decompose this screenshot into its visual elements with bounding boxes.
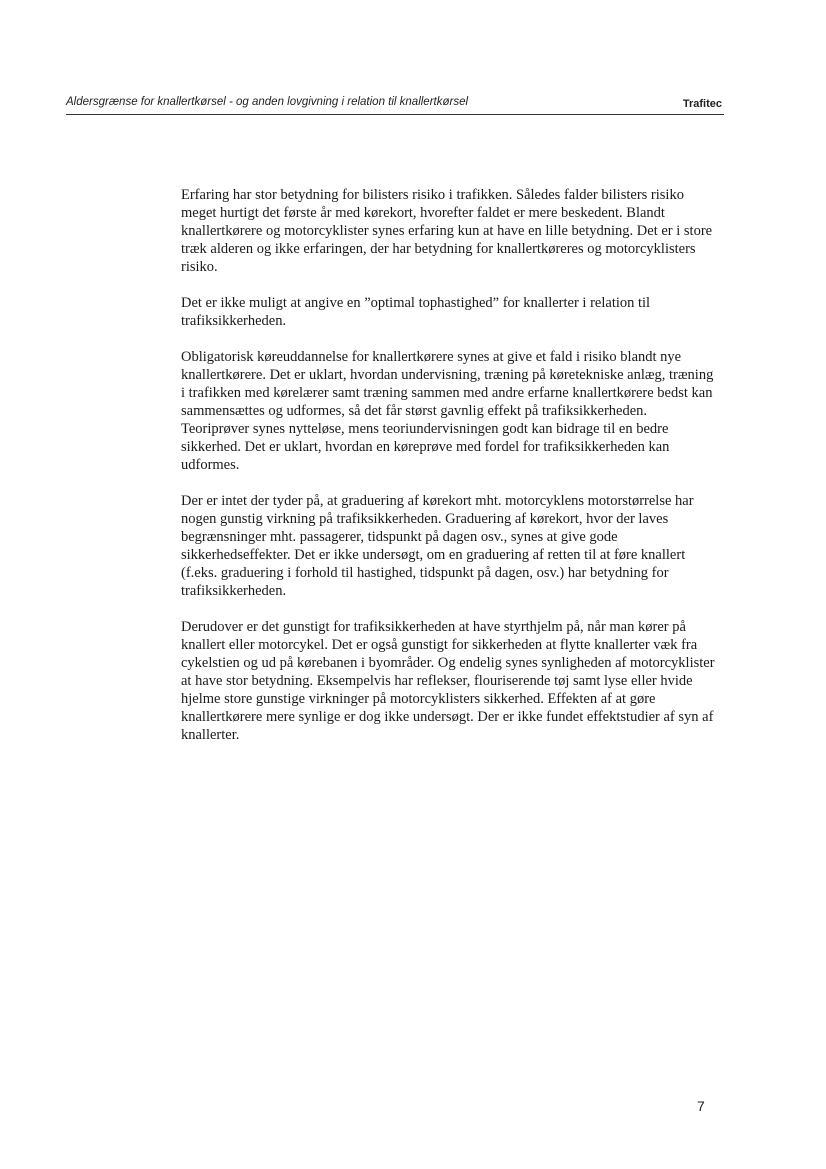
paragraph-driver-education: Obligatorisk køreuddannelse for knallertkørere synes at give et fald i risiko blandt nye knallertkørere. Det er uklart, hvordan undervisning, træning på køretekniske anlæg, træning i trafikken med kørelærer samt træning sammen med andre erfarne knallertkørere bedst kan sammensættes og udformes, så det får størst gavnlig effekt på trafiksikkerheden. Teoriprøver synes nytteløse, mens teoriundervisningen godt kan bidrage til en bedre sikkerhed. Det er uklart, hvordan en køreprøve med fordel for trafiksikkerheden kan udformes. (181, 349, 714, 473)
paragraph-helmet-visibility: Derudover er det gunstigt for trafiksikkerheden at have styrthjelm på, når man kører på knallert eller motorcykel. Det er også gunstigt for sikkerheden at flytte knallerter væk fra cykelstien og ud på kørebanen i byområder. Og endelig synes synligheden af motorcyklister at have stor betydning. Eksempelvis har reflekser, flouriserende tøj samt lyse eller hvide hjelme store gunstige virkninger på motorcyklisters sikkerhed. Effekten af at gøre knallertkørere mere synlige er dog ikke undersøgt. Der er ikke fundet effektstudier af syn af knallerter. (181, 619, 715, 743)
running-header (66, 94, 724, 115)
header-brand: Trafitec (682, 98, 722, 110)
paragraph-graduated-license: Der er intet der tyder på, at graduering af kørekort mht. motorcyklens motorstørrelse har nogen gunstig virkning på trafiksikkerheden. Graduering af kørekort, hvor der laves begrænsninger mht. passagerer, tidspunkt på dagen osv., synes at give gode sikkerhedseffekter. Det er ikke undersøgt, om en graduering af retten til at føre knallert (f.eks. graduering i forhold til hastighed, tidspunkt på dagen, osv.) har betydning for trafiksikkerheden. (181, 493, 694, 599)
header-title: Aldersgrænse for knallertkørsel - og anden lovgivning i relation til knallertkørsel (66, 96, 469, 108)
paragraph-experience: Erfaring har stor betydning for bilisters risiko i trafikken. Således falder bilisters risiko meget hurtigt det første år med kørekort, hvorefter faldet er mere beskedent. Blandt knallertkørere og motorcyklister synes erfaring kun at have en lille betydning. Det er i store træk alderen og ikke erfaringen, der har betydning for knallertkøreres og motorcyklisters risiko. (181, 187, 713, 275)
page-number: 7 (697, 1098, 705, 1114)
paragraph-top-speed: Det er ikke muligt at angive en ”optimal tophastighed” for knallerter i relation til trafiksikkerheden. (181, 295, 651, 329)
body-text (181, 186, 717, 762)
